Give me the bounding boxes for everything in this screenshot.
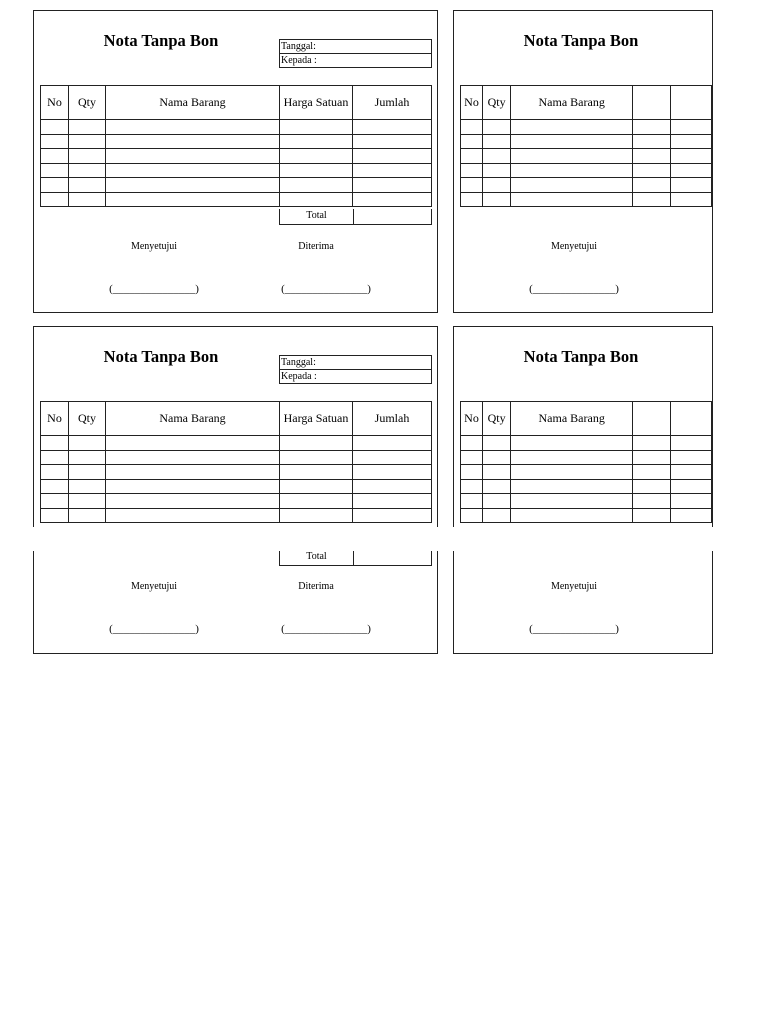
table-row [41, 450, 432, 465]
col-header-jumlah [671, 86, 712, 120]
table-row [41, 192, 432, 207]
table-row [41, 479, 432, 494]
items-table [460, 85, 712, 207]
signature-line-left: (_______________) [529, 623, 619, 635]
col-header-qty: Qty [69, 402, 106, 436]
signature-line-left: (_______________) [109, 623, 199, 635]
items-table [40, 85, 432, 207]
col-header-nama-barang: Nama Barang [511, 86, 633, 120]
table-row [461, 178, 712, 193]
col-header-jumlah: Jumlah [353, 86, 432, 120]
total-row [279, 550, 432, 566]
col-header-no: No [461, 86, 483, 120]
table-row [461, 120, 712, 135]
col-header-harga-satuan: Harga Satuan [280, 86, 353, 120]
col-header-jumlah [671, 402, 712, 436]
table-row [41, 178, 432, 193]
col-header-no: No [41, 86, 69, 120]
table-row [41, 120, 432, 135]
col-header-qty: Qty [482, 86, 510, 120]
col-header-qty: Qty [482, 402, 510, 436]
total-value[interactable] [354, 550, 431, 565]
header-info-table [279, 39, 432, 68]
table-row [461, 494, 712, 509]
table-row [41, 163, 432, 178]
receipt-form-top-left [33, 10, 438, 313]
receipt-form-bottom-left [33, 326, 438, 654]
sign-diterima-label: Diterima [298, 241, 334, 252]
table-row [41, 134, 432, 149]
receipt-form-bottom-right [453, 326, 713, 654]
table-row [461, 465, 712, 480]
items-table [40, 401, 432, 523]
table-row [41, 465, 432, 480]
form-title: Nota Tanpa Bon [523, 31, 639, 50]
table-row [41, 508, 432, 523]
form-title: Nota Tanpa Bon [103, 31, 219, 50]
table-row [41, 149, 432, 164]
col-header-jumlah: Jumlah [353, 402, 432, 436]
header-info-table [279, 355, 432, 384]
total-label: Total [280, 209, 354, 224]
table-row [461, 163, 712, 178]
col-header-qty: Qty [69, 86, 106, 120]
table-row [41, 494, 432, 509]
total-value[interactable] [354, 209, 431, 224]
total-label: Total [280, 550, 354, 565]
form-title: Nota Tanpa Bon [523, 347, 639, 366]
signature-line-left: (_______________) [529, 283, 619, 295]
col-header-harga-satuan: Harga Satuan [280, 402, 353, 436]
total-row [279, 209, 432, 225]
items-table [460, 401, 712, 523]
col-header-harga-satuan [633, 86, 671, 120]
table-row [461, 192, 712, 207]
tanggal-field[interactable]: Tanggal: [280, 40, 432, 54]
signature-line-left: (_______________) [109, 283, 199, 295]
sign-menyetujui-label: Menyetujui [550, 581, 598, 592]
table-row [461, 508, 712, 523]
table-row [461, 479, 712, 494]
sign-menyetujui-label: Menyetujui [130, 241, 178, 252]
kepada-field[interactable]: Kepada : [280, 54, 432, 68]
form-title: Nota Tanpa Bon [103, 347, 219, 366]
signature-line-right: (_______________) [281, 623, 371, 635]
sign-diterima-label: Diterima [298, 581, 334, 592]
table-row [461, 450, 712, 465]
table-row [461, 134, 712, 149]
col-header-no: No [461, 402, 483, 436]
sign-menyetujui-label: Menyetujui [550, 241, 598, 252]
kepada-field[interactable]: Kepada : [280, 370, 432, 384]
signature-line-right: (_______________) [281, 283, 371, 295]
col-header-nama-barang: Nama Barang [106, 86, 280, 120]
receipt-form-top-right [453, 10, 713, 313]
col-header-nama-barang: Nama Barang [106, 402, 280, 436]
table-row [41, 436, 432, 451]
table-row [461, 149, 712, 164]
col-header-harga-satuan [633, 402, 671, 436]
page-break-gap [0, 527, 768, 551]
col-header-no: No [41, 402, 69, 436]
tanggal-field[interactable]: Tanggal: [280, 356, 432, 370]
table-row [461, 436, 712, 451]
col-header-nama-barang: Nama Barang [511, 402, 633, 436]
sign-menyetujui-label: Menyetujui [130, 581, 178, 592]
